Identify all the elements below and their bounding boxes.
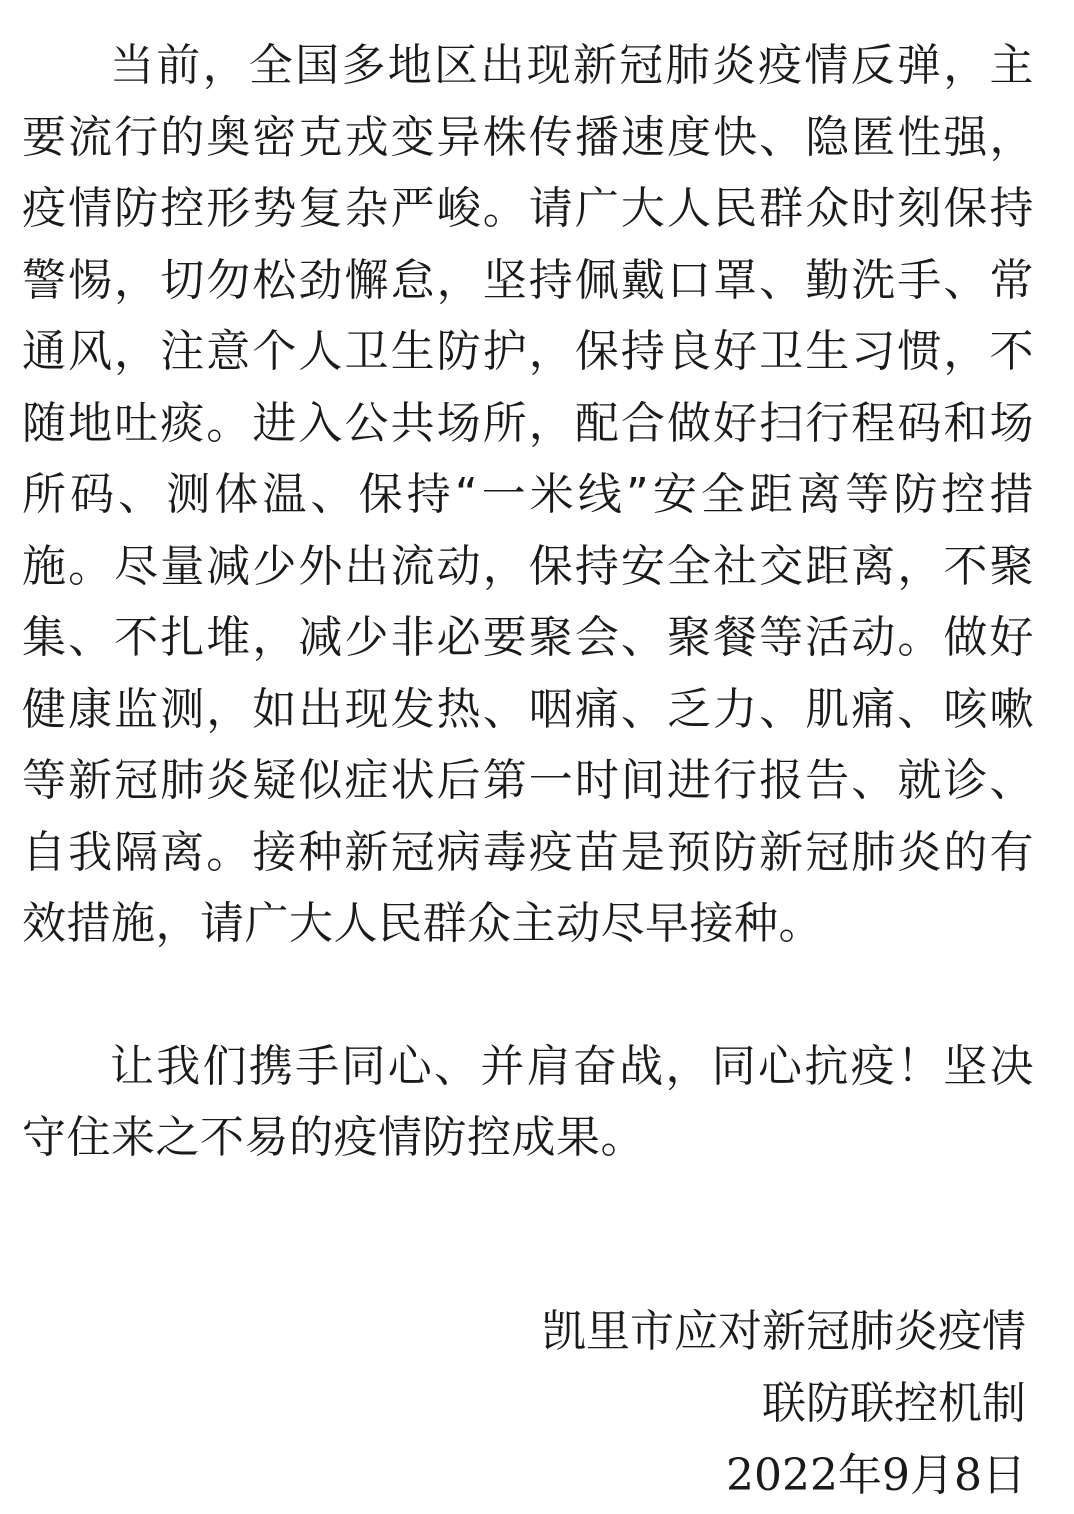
paragraph-call-to-action: 让我们携手同心、并肩奋战，同心抗疫！坚决守住来之不易的疫情防控成果。 <box>22 1040 1034 1163</box>
issue-date: 2022年9月8日 <box>726 1450 1026 1501</box>
signature-block <box>542 1296 1026 1512</box>
issuer-line-2: 联防联控机制 <box>762 1378 1026 1429</box>
notice-body <box>22 30 1034 1174</box>
issuer-line-1: 凯里市应对新冠肺炎疫情 <box>542 1306 1026 1357</box>
paragraph-prevention-measures: 当前，全国多地区出现新冠肺炎疫情反弹，主要流行的奥密克戎变异株传播速度快、隐匿性强，疫情防控形势复杂严峻。请广大人民群众时刻保持警惕，切勿松劲懈怠，坚持佩戴口罩、勤洗手、常通风，注意个人卫生防护，保持良好卫生习惯，不随地吐痰。进入公共场所，配合做好扫行程码和场所码、测体温、保持“一米线”安全距离等防控措施。尽量减少外出流动，保持安全社交距离，不聚集、不扎堆，减少非必要聚会、聚餐等活动。做好健康监测，如出现发热、咽痛、乏力、肌痛、咳嗽等新冠肺炎疑似症状后第一时间进行报告、就诊、自我隔离。接种新冠病毒疫苗是预防新冠肺炎的有效措施，请广大人民群众主动尽早接种。 <box>22 40 1034 949</box>
